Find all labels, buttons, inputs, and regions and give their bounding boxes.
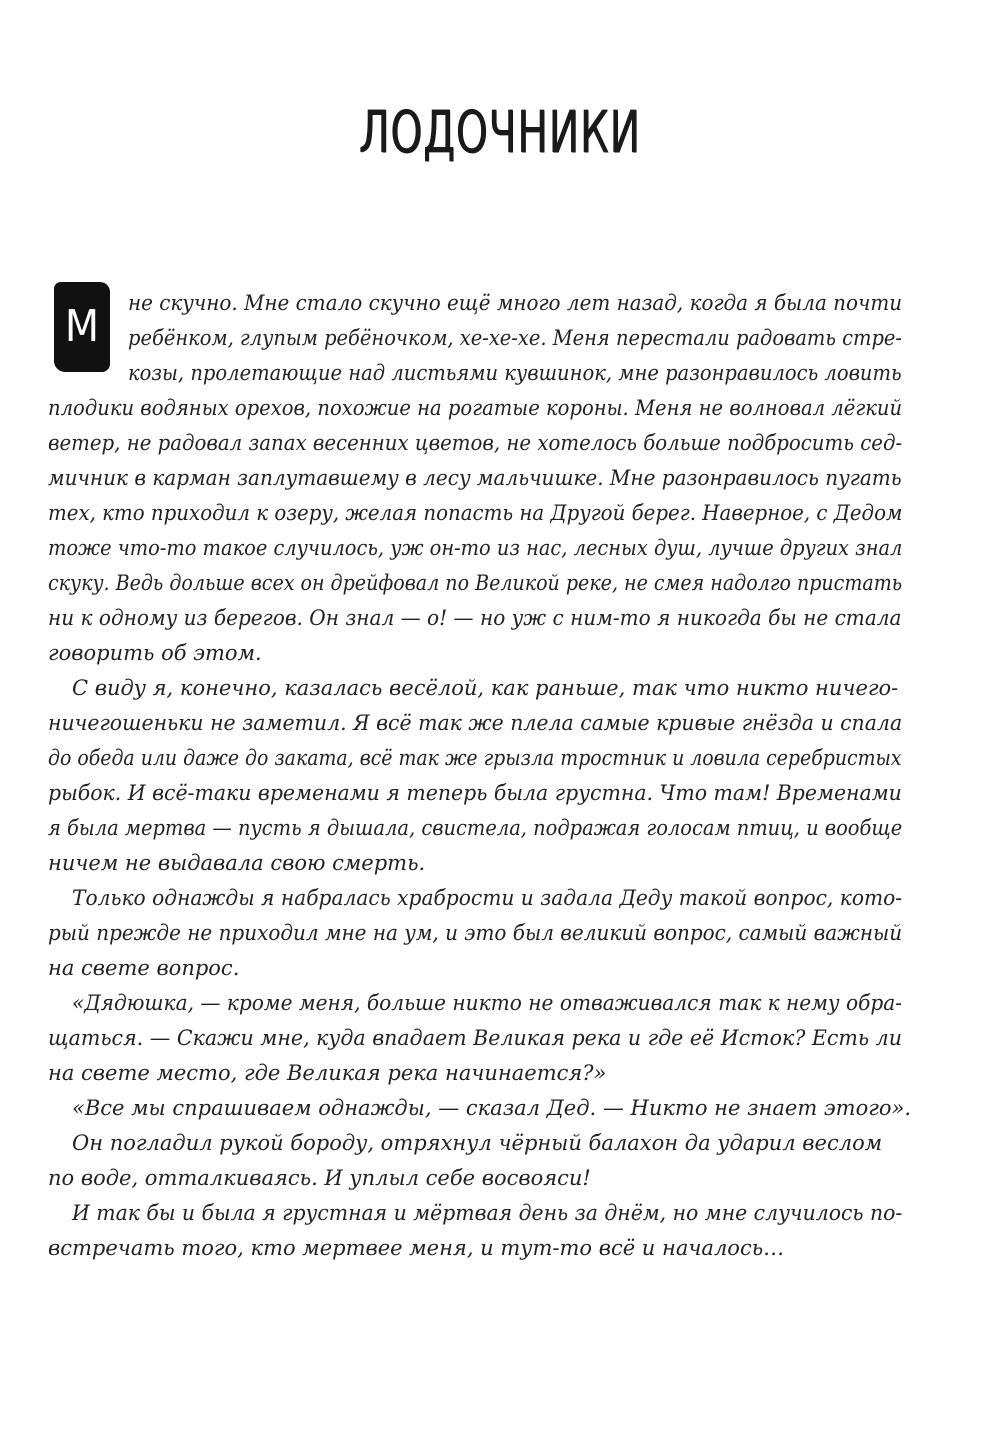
chapter-title: ЛОДОЧНИКИ	[359, 98, 641, 166]
text-line: по воде, отталкиваясь. И уплыл себе восвояси!	[48, 1166, 591, 1190]
text-line: козы, пролетающие над листьями кувшинок, мне разонравилось ловить	[128, 361, 902, 385]
text-line: не скучно. Мне стало скучно ещё много лет назад, когда я была почти	[128, 291, 903, 315]
text-line: мичник в карман заплутавшему в лесу мальчишке. Мне разонравилось пугать	[48, 466, 902, 490]
text-line: ребёнком, глупым ребёночком, хе-хе-хе. Меня перестали радовать стре-	[128, 326, 902, 350]
text-line: С виду я, конечно, казалась весёлой, как раньше, так что никто ничего-	[72, 676, 899, 700]
text-line: рыбок. И всё-таки временами я теперь была грустна. Что там! Временами	[48, 781, 902, 805]
text-line: встречать того, кто мертвее меня, и тут-то всё и началось…	[48, 1236, 785, 1260]
text-line: щаться. — Скажи мне, куда впадает Великая река и где её Исток? Есть ли	[48, 1026, 903, 1050]
text-line: тех, кто приходил к озеру, желая попасть на Другой берег. Наверное, с Дедом	[48, 501, 903, 525]
text-line: ветер, не радовал запах весенних цветов, не хотелось больше подбросить сед-	[48, 431, 903, 455]
text-line: скуку. Ведь дольше всех он дрейфовал по Великой реке, не смея надолго пристать	[48, 571, 903, 595]
text-line: я была мертва — пусть я дышала, свистела, подражая голосам птиц, и вообще	[48, 816, 903, 840]
text-line: на свете место, где Великая река начинается?»	[48, 1061, 607, 1085]
text-line: до обеда или даже до заката, всё так же грызла тростник и ловила серебристых	[48, 746, 902, 770]
text-line: Он погладил рукой бороду, отряхнул чёрный балахон да ударил веслом	[72, 1131, 883, 1155]
text-line: на свете вопрос.	[48, 956, 240, 980]
text-line: тоже что-то такое случилось, уж он-то из нас, лесных душ, лучше других знал	[48, 536, 903, 560]
text-line: рый прежде не приходил мне на ум, и это был великий вопрос, самый важный	[48, 921, 903, 945]
text-line: ни к одному из берегов. Он знал — о! — но уж с ним-то я никогда бы не стала	[48, 606, 902, 630]
dropcap-letter: М	[54, 282, 110, 372]
text-line: «Дядюшка, — кроме меня, больше никто не отваживался так к нему обра-	[72, 991, 903, 1015]
text-line: Только однажды я набралась храбрости и задала Деду такой вопрос, кото-	[72, 886, 903, 910]
text-line: «Все мы спрашиваем однажды, — сказал Дед. — Никто не знает этого».	[72, 1096, 912, 1120]
text-line: И так бы и была я грустная и мёртвая день за днём, но мне случилось по-	[72, 1201, 903, 1225]
text-line: ничегошеньки не заметил. Я всё так же плела самые кривые гнёзда и спала	[48, 711, 903, 735]
text-line: говорить об этом.	[48, 641, 262, 665]
text-line: ничем не выдавала свою смерть.	[48, 851, 426, 875]
text-line: плодики водяных орехов, похожие на рогатые короны. Меня не волновал лёгкий	[48, 396, 903, 420]
